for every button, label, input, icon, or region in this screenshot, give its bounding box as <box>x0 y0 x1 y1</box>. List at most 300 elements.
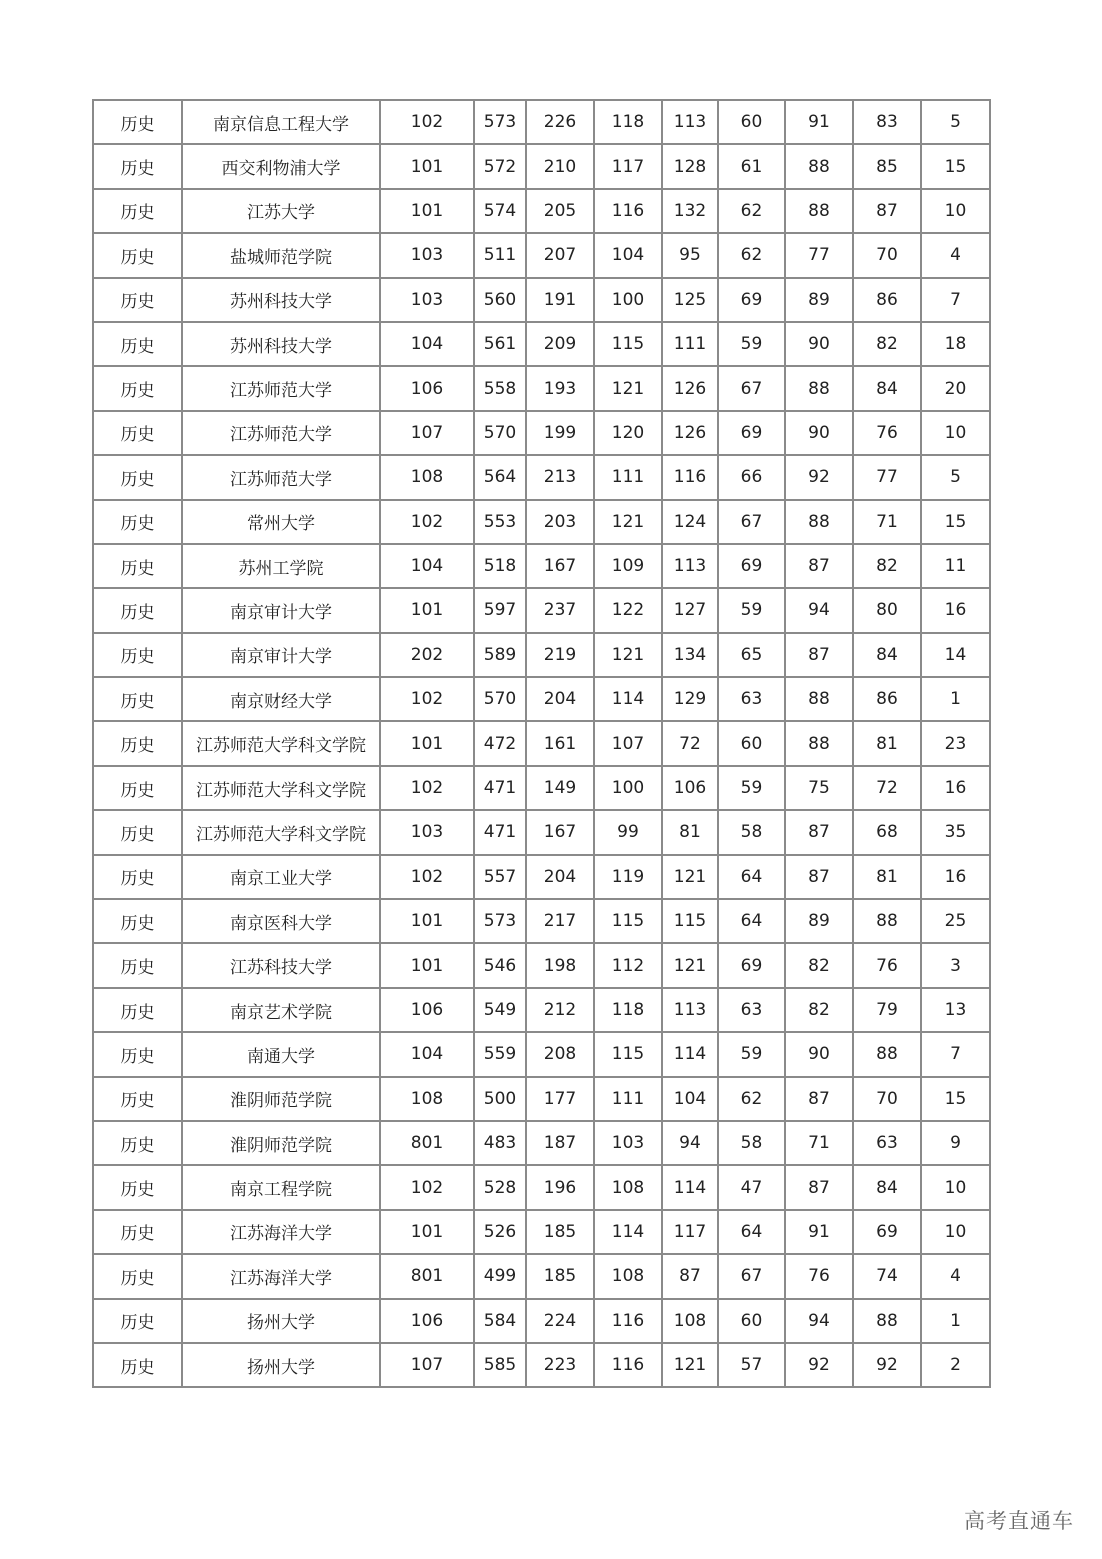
total-score-cell: 574 <box>474 189 526 233</box>
col8-cell: 62 <box>718 233 785 277</box>
col8-cell: 69 <box>718 544 785 588</box>
subject-cell: 历史 <box>93 766 182 810</box>
school-cell: 扬州大学 <box>182 1343 380 1387</box>
col6-cell: 109 <box>594 544 662 588</box>
col5-cell: 212 <box>526 988 594 1032</box>
col6-cell: 115 <box>594 1032 662 1076</box>
group-code-cell: 104 <box>380 544 474 588</box>
col6-cell: 99 <box>594 810 662 854</box>
table-row <box>93 677 990 721</box>
school-cell: 常州大学 <box>182 500 380 544</box>
col9-cell: 75 <box>785 766 853 810</box>
group-code-cell: 102 <box>380 1165 474 1209</box>
group-code-cell: 103 <box>380 233 474 277</box>
group-code-cell: 101 <box>380 943 474 987</box>
col5-cell: 203 <box>526 500 594 544</box>
school-cell: 江苏师范大学 <box>182 366 380 410</box>
school-cell: 南京医科大学 <box>182 899 380 943</box>
school-cell: 南京艺术学院 <box>182 988 380 1032</box>
group-code-cell: 107 <box>380 411 474 455</box>
col8-cell: 64 <box>718 855 785 899</box>
group-code-cell: 108 <box>380 1077 474 1121</box>
col7-cell: 121 <box>662 1343 718 1387</box>
subject-cell: 历史 <box>93 144 182 188</box>
col8-cell: 69 <box>718 411 785 455</box>
col11-cell: 10 <box>921 189 990 233</box>
subject-cell: 历史 <box>93 500 182 544</box>
col9-cell: 87 <box>785 633 853 677</box>
col9-cell: 90 <box>785 1032 853 1076</box>
col5-cell: 199 <box>526 411 594 455</box>
table-body <box>93 100 990 1387</box>
school-cell: 江苏师范大学科文学院 <box>182 810 380 854</box>
total-score-cell: 560 <box>474 278 526 322</box>
subject-cell: 历史 <box>93 189 182 233</box>
col11-cell: 3 <box>921 943 990 987</box>
group-code-cell: 104 <box>380 1032 474 1076</box>
col5-cell: 185 <box>526 1210 594 1254</box>
col8-cell: 67 <box>718 500 785 544</box>
col11-cell: 2 <box>921 1343 990 1387</box>
total-score-cell: 511 <box>474 233 526 277</box>
group-code-cell: 107 <box>380 1343 474 1387</box>
col6-cell: 111 <box>594 455 662 499</box>
col5-cell: 223 <box>526 1343 594 1387</box>
school-cell: 江苏师范大学科文学院 <box>182 766 380 810</box>
col6-cell: 117 <box>594 144 662 188</box>
table-row <box>93 455 990 499</box>
col7-cell: 121 <box>662 943 718 987</box>
col5-cell: 207 <box>526 233 594 277</box>
group-code-cell: 801 <box>380 1254 474 1298</box>
col8-cell: 59 <box>718 322 785 366</box>
subject-cell: 历史 <box>93 100 182 144</box>
col10-cell: 85 <box>853 144 921 188</box>
school-cell: 南京工程学院 <box>182 1165 380 1209</box>
col9-cell: 88 <box>785 366 853 410</box>
col10-cell: 69 <box>853 1210 921 1254</box>
score-table <box>92 99 991 1388</box>
col5-cell: 204 <box>526 855 594 899</box>
col5-cell: 161 <box>526 721 594 765</box>
col9-cell: 87 <box>785 1165 853 1209</box>
col6-cell: 119 <box>594 855 662 899</box>
subject-cell: 历史 <box>93 366 182 410</box>
group-code-cell: 101 <box>380 189 474 233</box>
col10-cell: 88 <box>853 1299 921 1343</box>
subject-cell: 历史 <box>93 233 182 277</box>
col10-cell: 81 <box>853 721 921 765</box>
table-row <box>93 1032 990 1076</box>
total-score-cell: 559 <box>474 1032 526 1076</box>
col8-cell: 57 <box>718 1343 785 1387</box>
col7-cell: 113 <box>662 544 718 588</box>
group-code-cell: 102 <box>380 677 474 721</box>
total-score-cell: 472 <box>474 721 526 765</box>
col11-cell: 14 <box>921 633 990 677</box>
col5-cell: 167 <box>526 544 594 588</box>
school-cell: 南京财经大学 <box>182 677 380 721</box>
group-code-cell: 104 <box>380 322 474 366</box>
col6-cell: 121 <box>594 633 662 677</box>
col11-cell: 25 <box>921 899 990 943</box>
col8-cell: 59 <box>718 588 785 632</box>
col8-cell: 63 <box>718 988 785 1032</box>
subject-cell: 历史 <box>93 988 182 1032</box>
total-score-cell: 553 <box>474 500 526 544</box>
group-code-cell: 108 <box>380 455 474 499</box>
total-score-cell: 570 <box>474 677 526 721</box>
col10-cell: 92 <box>853 1343 921 1387</box>
col11-cell: 7 <box>921 278 990 322</box>
group-code-cell: 101 <box>380 144 474 188</box>
col5-cell: 167 <box>526 810 594 854</box>
col5-cell: 191 <box>526 278 594 322</box>
subject-cell: 历史 <box>93 278 182 322</box>
col7-cell: 117 <box>662 1210 718 1254</box>
col9-cell: 94 <box>785 1299 853 1343</box>
col8-cell: 47 <box>718 1165 785 1209</box>
col8-cell: 69 <box>718 943 785 987</box>
col5-cell: 198 <box>526 943 594 987</box>
table-row <box>93 633 990 677</box>
table-row <box>93 544 990 588</box>
total-score-cell: 518 <box>474 544 526 588</box>
subject-cell: 历史 <box>93 455 182 499</box>
col9-cell: 88 <box>785 721 853 765</box>
total-score-cell: 573 <box>474 899 526 943</box>
col7-cell: 114 <box>662 1165 718 1209</box>
col10-cell: 84 <box>853 366 921 410</box>
group-code-cell: 103 <box>380 810 474 854</box>
subject-cell: 历史 <box>93 943 182 987</box>
subject-cell: 历史 <box>93 1121 182 1165</box>
total-score-cell: 597 <box>474 588 526 632</box>
col5-cell: 204 <box>526 677 594 721</box>
col5-cell: 205 <box>526 189 594 233</box>
table-row <box>93 100 990 144</box>
subject-cell: 历史 <box>93 322 182 366</box>
col8-cell: 63 <box>718 677 785 721</box>
total-score-cell: 528 <box>474 1165 526 1209</box>
school-cell: 南京审计大学 <box>182 633 380 677</box>
col7-cell: 95 <box>662 233 718 277</box>
total-score-cell: 471 <box>474 766 526 810</box>
col10-cell: 81 <box>853 855 921 899</box>
table-row <box>93 1121 990 1165</box>
col11-cell: 5 <box>921 100 990 144</box>
total-score-cell: 557 <box>474 855 526 899</box>
col10-cell: 72 <box>853 766 921 810</box>
col7-cell: 127 <box>662 588 718 632</box>
subject-cell: 历史 <box>93 677 182 721</box>
col6-cell: 122 <box>594 588 662 632</box>
group-code-cell: 106 <box>380 1299 474 1343</box>
school-cell: 盐城师范学院 <box>182 233 380 277</box>
col8-cell: 67 <box>718 366 785 410</box>
school-cell: 江苏科技大学 <box>182 943 380 987</box>
col8-cell: 60 <box>718 100 785 144</box>
subject-cell: 历史 <box>93 1210 182 1254</box>
total-score-cell: 585 <box>474 1343 526 1387</box>
col6-cell: 112 <box>594 943 662 987</box>
col11-cell: 10 <box>921 1210 990 1254</box>
school-cell: 苏州科技大学 <box>182 322 380 366</box>
col9-cell: 89 <box>785 278 853 322</box>
col10-cell: 88 <box>853 1032 921 1076</box>
col6-cell: 116 <box>594 1299 662 1343</box>
col10-cell: 84 <box>853 633 921 677</box>
group-code-cell: 102 <box>380 855 474 899</box>
col6-cell: 104 <box>594 233 662 277</box>
col7-cell: 126 <box>662 411 718 455</box>
col5-cell: 224 <box>526 1299 594 1343</box>
col5-cell: 213 <box>526 455 594 499</box>
subject-cell: 历史 <box>93 1343 182 1387</box>
col9-cell: 88 <box>785 144 853 188</box>
col9-cell: 90 <box>785 322 853 366</box>
col7-cell: 124 <box>662 500 718 544</box>
col10-cell: 74 <box>853 1254 921 1298</box>
table-row <box>93 500 990 544</box>
table-row <box>93 1210 990 1254</box>
col7-cell: 121 <box>662 855 718 899</box>
col5-cell: 185 <box>526 1254 594 1298</box>
col6-cell: 103 <box>594 1121 662 1165</box>
col9-cell: 77 <box>785 233 853 277</box>
col9-cell: 88 <box>785 189 853 233</box>
group-code-cell: 103 <box>380 278 474 322</box>
col7-cell: 108 <box>662 1299 718 1343</box>
table-row <box>93 721 990 765</box>
total-score-cell: 546 <box>474 943 526 987</box>
col8-cell: 67 <box>718 1254 785 1298</box>
col9-cell: 87 <box>785 810 853 854</box>
col10-cell: 68 <box>853 810 921 854</box>
col11-cell: 20 <box>921 366 990 410</box>
subject-cell: 历史 <box>93 810 182 854</box>
col6-cell: 116 <box>594 1343 662 1387</box>
col8-cell: 62 <box>718 1077 785 1121</box>
school-cell: 江苏师范大学科文学院 <box>182 721 380 765</box>
subject-cell: 历史 <box>93 1254 182 1298</box>
col11-cell: 35 <box>921 810 990 854</box>
col8-cell: 61 <box>718 144 785 188</box>
table-row <box>93 1077 990 1121</box>
col5-cell: 177 <box>526 1077 594 1121</box>
col9-cell: 90 <box>785 411 853 455</box>
col6-cell: 118 <box>594 100 662 144</box>
col11-cell: 15 <box>921 500 990 544</box>
school-cell: 江苏海洋大学 <box>182 1210 380 1254</box>
col5-cell: 226 <box>526 100 594 144</box>
col6-cell: 121 <box>594 500 662 544</box>
school-cell: 淮阴师范学院 <box>182 1121 380 1165</box>
col11-cell: 15 <box>921 144 990 188</box>
total-score-cell: 549 <box>474 988 526 1032</box>
col7-cell: 106 <box>662 766 718 810</box>
col6-cell: 100 <box>594 278 662 322</box>
subject-cell: 历史 <box>93 1077 182 1121</box>
col11-cell: 5 <box>921 455 990 499</box>
col8-cell: 62 <box>718 189 785 233</box>
col6-cell: 120 <box>594 411 662 455</box>
col10-cell: 82 <box>853 322 921 366</box>
col8-cell: 59 <box>718 766 785 810</box>
col11-cell: 11 <box>921 544 990 588</box>
col11-cell: 4 <box>921 1254 990 1298</box>
table-row <box>93 943 990 987</box>
table-row <box>93 144 990 188</box>
col5-cell: 217 <box>526 899 594 943</box>
col10-cell: 86 <box>853 278 921 322</box>
col10-cell: 71 <box>853 500 921 544</box>
col11-cell: 1 <box>921 1299 990 1343</box>
col9-cell: 92 <box>785 1343 853 1387</box>
school-cell: 江苏大学 <box>182 189 380 233</box>
col6-cell: 121 <box>594 366 662 410</box>
col6-cell: 100 <box>594 766 662 810</box>
col8-cell: 58 <box>718 810 785 854</box>
col7-cell: 111 <box>662 322 718 366</box>
col9-cell: 88 <box>785 677 853 721</box>
school-cell: 苏州工学院 <box>182 544 380 588</box>
col6-cell: 108 <box>594 1254 662 1298</box>
col6-cell: 111 <box>594 1077 662 1121</box>
col10-cell: 70 <box>853 233 921 277</box>
col8-cell: 60 <box>718 721 785 765</box>
total-score-cell: 589 <box>474 633 526 677</box>
school-cell: 南京审计大学 <box>182 588 380 632</box>
total-score-cell: 471 <box>474 810 526 854</box>
col7-cell: 81 <box>662 810 718 854</box>
col10-cell: 70 <box>853 1077 921 1121</box>
col5-cell: 196 <box>526 1165 594 1209</box>
col9-cell: 87 <box>785 1077 853 1121</box>
col7-cell: 72 <box>662 721 718 765</box>
total-score-cell: 584 <box>474 1299 526 1343</box>
col7-cell: 128 <box>662 144 718 188</box>
subject-cell: 历史 <box>93 899 182 943</box>
col10-cell: 76 <box>853 943 921 987</box>
col6-cell: 108 <box>594 1165 662 1209</box>
school-cell: 南京工业大学 <box>182 855 380 899</box>
table-row <box>93 588 990 632</box>
col11-cell: 18 <box>921 322 990 366</box>
school-cell: 南通大学 <box>182 1032 380 1076</box>
school-cell: 扬州大学 <box>182 1299 380 1343</box>
total-score-cell: 500 <box>474 1077 526 1121</box>
total-score-cell: 561 <box>474 322 526 366</box>
col10-cell: 76 <box>853 411 921 455</box>
col11-cell: 16 <box>921 855 990 899</box>
col7-cell: 114 <box>662 1032 718 1076</box>
col5-cell: 149 <box>526 766 594 810</box>
col9-cell: 89 <box>785 899 853 943</box>
group-code-cell: 102 <box>380 766 474 810</box>
col7-cell: 129 <box>662 677 718 721</box>
col9-cell: 91 <box>785 100 853 144</box>
col6-cell: 114 <box>594 677 662 721</box>
col11-cell: 23 <box>921 721 990 765</box>
col6-cell: 116 <box>594 189 662 233</box>
table-row <box>93 366 990 410</box>
col5-cell: 219 <box>526 633 594 677</box>
school-cell: 江苏师范大学 <box>182 411 380 455</box>
col9-cell: 76 <box>785 1254 853 1298</box>
school-cell: 淮阴师范学院 <box>182 1077 380 1121</box>
col9-cell: 88 <box>785 500 853 544</box>
subject-cell: 历史 <box>93 721 182 765</box>
col7-cell: 116 <box>662 455 718 499</box>
col6-cell: 115 <box>594 899 662 943</box>
col9-cell: 91 <box>785 1210 853 1254</box>
col11-cell: 4 <box>921 233 990 277</box>
col10-cell: 63 <box>853 1121 921 1165</box>
col8-cell: 58 <box>718 1121 785 1165</box>
col11-cell: 10 <box>921 1165 990 1209</box>
table-row <box>93 1343 990 1387</box>
col9-cell: 94 <box>785 588 853 632</box>
total-score-cell: 499 <box>474 1254 526 1298</box>
col7-cell: 94 <box>662 1121 718 1165</box>
col8-cell: 60 <box>718 1299 785 1343</box>
subject-cell: 历史 <box>93 855 182 899</box>
subject-cell: 历史 <box>93 1299 182 1343</box>
col7-cell: 113 <box>662 988 718 1032</box>
col10-cell: 79 <box>853 988 921 1032</box>
col8-cell: 69 <box>718 278 785 322</box>
col7-cell: 125 <box>662 278 718 322</box>
school-cell: 江苏师范大学 <box>182 455 380 499</box>
col9-cell: 87 <box>785 855 853 899</box>
table-row <box>93 899 990 943</box>
total-score-cell: 570 <box>474 411 526 455</box>
col11-cell: 16 <box>921 588 990 632</box>
col10-cell: 87 <box>853 189 921 233</box>
col6-cell: 107 <box>594 721 662 765</box>
table-row <box>93 1299 990 1343</box>
group-code-cell: 101 <box>380 721 474 765</box>
total-score-cell: 483 <box>474 1121 526 1165</box>
col8-cell: 64 <box>718 1210 785 1254</box>
col8-cell: 65 <box>718 633 785 677</box>
school-cell: 江苏海洋大学 <box>182 1254 380 1298</box>
group-code-cell: 101 <box>380 899 474 943</box>
school-cell: 苏州科技大学 <box>182 278 380 322</box>
total-score-cell: 526 <box>474 1210 526 1254</box>
col10-cell: 83 <box>853 100 921 144</box>
school-cell: 西交利物浦大学 <box>182 144 380 188</box>
table-row <box>93 189 990 233</box>
col9-cell: 71 <box>785 1121 853 1165</box>
group-code-cell: 101 <box>380 588 474 632</box>
table-row <box>93 1165 990 1209</box>
col5-cell: 208 <box>526 1032 594 1076</box>
col7-cell: 113 <box>662 100 718 144</box>
total-score-cell: 572 <box>474 144 526 188</box>
subject-cell: 历史 <box>93 544 182 588</box>
col7-cell: 126 <box>662 366 718 410</box>
group-code-cell: 102 <box>380 100 474 144</box>
col11-cell: 1 <box>921 677 990 721</box>
col10-cell: 82 <box>853 544 921 588</box>
col10-cell: 80 <box>853 588 921 632</box>
table-row <box>93 278 990 322</box>
col9-cell: 92 <box>785 455 853 499</box>
col9-cell: 82 <box>785 988 853 1032</box>
col6-cell: 114 <box>594 1210 662 1254</box>
